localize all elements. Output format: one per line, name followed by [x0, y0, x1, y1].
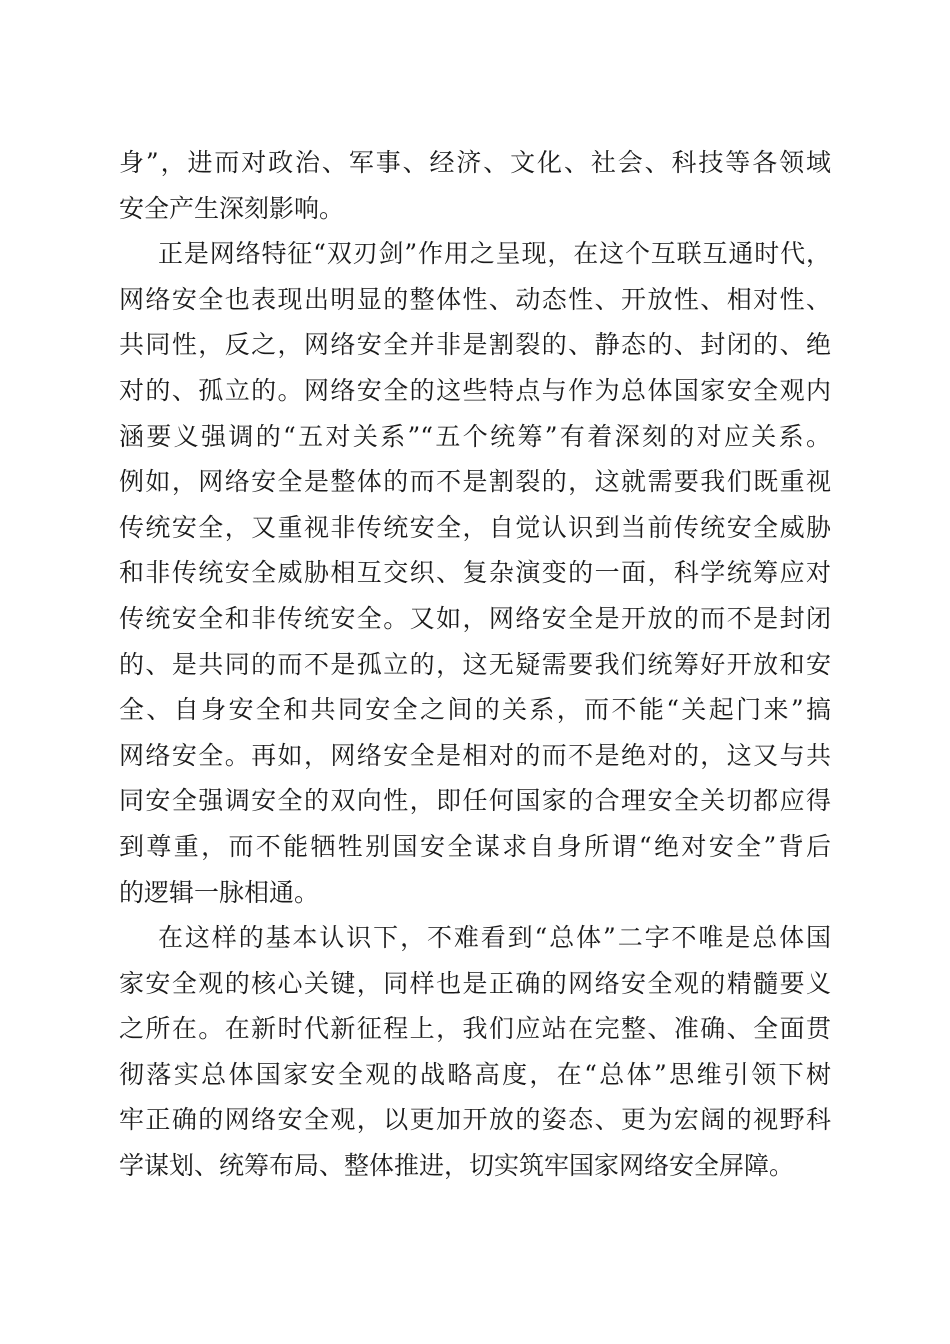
- paragraph-2-line-4: 对的、孤立的。网络安全的这些特点与作为总体国家安全观内: [119, 375, 831, 405]
- paragraph-3-line-4: 彻落实总体国家安全观的战略高度，在“总体”思维引领下树: [119, 1059, 831, 1089]
- paragraph-2-line-11: 全、自身安全和共同安全之间的关系，而不能“关起门来”搞: [119, 695, 831, 725]
- paragraph-3-line-2: 家安全观的核心关键，同样也是正确的网络安全观的精髓要义: [119, 968, 831, 998]
- paragraph-2-line-15: 的逻辑一脉相通。: [119, 877, 320, 907]
- paragraph-3-line-6: 学谋划、统筹布局、整体推进，切实筑牢国家网络安全屏障。: [119, 1151, 795, 1181]
- paragraph-3-line-1: 在这样的基本认识下，不难看到“总体”二字不唯是总体国: [158, 923, 831, 953]
- paragraph-2-line-6: 例如，网络安全是整体的而不是割裂的，这就需要我们既重视: [119, 467, 831, 497]
- paragraph-2-line-1: 正是网络特征“双刃剑”作用之呈现，在这个互联互通时代，: [158, 239, 831, 269]
- paragraph-3-line-5: 牢正确的网络安全观，以更加开放的姿态、更为宏阔的视野科: [119, 1105, 831, 1135]
- paragraph-2-line-5: 涵要义强调的“五对关系”“五个统筹”有着深刻的对应关系。: [119, 421, 831, 451]
- paragraph-2-line-13: 同安全强调安全的双向性，即任何国家的合理安全关切都应得: [119, 786, 831, 816]
- body-text: [119, 140, 831, 1189]
- paragraph-3-line-3: 之所在。在新时代新征程上，我们应站在完整、准确、全面贯: [119, 1014, 831, 1044]
- paragraph-1-line-2: 安全产生深刻影响。: [119, 193, 345, 223]
- paragraph-2-line-14: 到尊重，而不能牺牲别国安全谋求自身所谓“绝对安全”背后: [119, 831, 831, 861]
- paragraph-1-line-1: 身”，进而对政治、军事、经济、文化、社会、科技等各领域: [119, 148, 831, 177]
- paragraph-2-line-9: 传统安全和非传统安全。又如，网络安全是开放的而不是封闭: [119, 603, 831, 633]
- paragraph-2-line-3: 共同性，反之，网络安全并非是割裂的、静态的、封闭的、绝: [119, 330, 831, 360]
- paragraph-2-line-12: 网络安全。再如，网络安全是相对的而不是绝对的，这又与共: [119, 740, 831, 770]
- paragraph-2-line-2: 网络安全也表现出明显的整体性、动态性、开放性、相对性、: [119, 284, 831, 314]
- paragraph-2-line-8: 和非传统安全威胁相互交织、复杂演变的一面，科学统筹应对: [119, 558, 831, 588]
- paragraph-2-line-10: 的、是共同的而不是孤立的，这无疑需要我们统筹好开放和安: [119, 649, 831, 679]
- paragraph-2-line-7: 传统安全，又重视非传统安全，自觉认识到当前传统安全威胁: [119, 512, 831, 542]
